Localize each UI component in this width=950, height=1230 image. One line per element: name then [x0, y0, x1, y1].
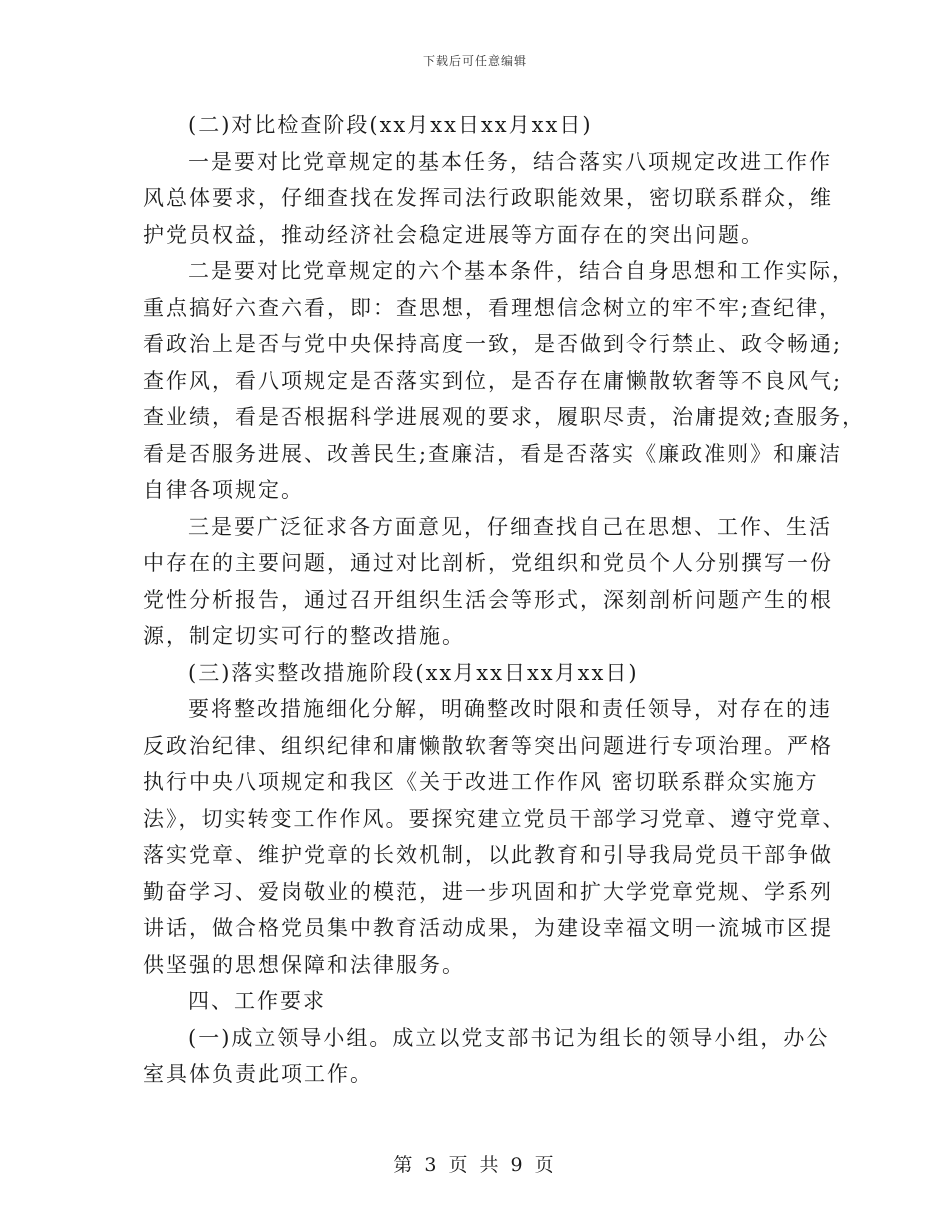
text-line: 执行中央八项规定和我区《关于改进工作作风 密切联系群众实施方 — [143, 770, 819, 794]
text-line: 看政治上是否与党中央保持高度一致，是否做到令行禁止、政令畅通; — [143, 332, 843, 356]
page-footer: 第 3 页 共 9 页 — [393, 1154, 557, 1176]
text-line: (一)成立领导小组。成立以党支部书记为组长的领导小组，办公 — [188, 1025, 830, 1050]
text-line: 重点搞好六查六看，即：查思想，看理想信念树立的牢不牢;查纪律， — [143, 295, 843, 320]
text-line: 反政治纪律、组织纪律和庸懒散软奢等突出问题进行专项治理。严格 — [143, 733, 833, 758]
text-line: 四、工作要求 — [188, 989, 326, 1013]
text-line: 勤奋学习、爱岗敬业的模范，进一步巩固和扩大学党章党规、学系列 — [143, 879, 833, 904]
text-line: 自律各项规定。 — [143, 478, 304, 502]
document-body — [143, 107, 866, 1093]
text-line: 落实党章、维护党章的长效机制，以此教育和引导我局党员干部争做 — [143, 843, 833, 867]
text-line: 风总体要求，仔细查找在发挥司法行政职能效果，密切联系群众，维 — [143, 186, 833, 210]
text-line: 室具体负责此项工作。 — [143, 1062, 373, 1086]
text-line: 要将整改措施细化分解，明确整改时限和责任领导，对存在的违 — [188, 697, 832, 721]
text-line: 供坚强的思想保障和法律服务。 — [143, 952, 465, 977]
text-line: 看是否服务进展、改善民生;查廉洁，看是否落实《廉政准则》和廉洁 — [143, 441, 843, 466]
text-line: 一是要对比党章规定的基本任务，结合落实八项规定改进工作作 — [188, 149, 832, 174]
text-line: 查作风，看八项规定是否落实到位，是否存在庸懒散软奢等不良风气; — [143, 368, 843, 393]
text-line: (三)落实整改措施阶段(xx月xx日xx月xx日) — [188, 660, 639, 685]
text-line: 护党员权益，推动经济社会稳定进展等方面存在的突出问题。 — [143, 222, 764, 247]
text-line: (二)对比检查阶段(xx月xx日xx月xx日) — [188, 113, 593, 137]
text-line: 中存在的主要问题，通过对比剖析，党组织和党员个人分别撰写一份 — [143, 551, 833, 575]
text-line: 党性分析报告，通过召开组织生活会等形式，深刻剖析问题产生的根 — [143, 587, 833, 612]
text-line: 查业绩，看是否根据科学进展观的要求，履职尽责，治庸提效;查服务， — [143, 405, 866, 429]
header-note: 下载后可任意编辑 — [422, 54, 527, 68]
text-line: 法》，切实转变工作作风。要探究建立党员干部学习党章、遵守党章、 — [143, 806, 846, 831]
text-line: 讲话，做合格党员集中教育活动成果，为建设幸福文明一流城市区提 — [143, 916, 833, 940]
text-line: 三是要广泛征求各方面意见，仔细查找自己在思想、工作、生活 — [188, 514, 832, 539]
text-line: 二是要对比党章规定的六个基本条件，结合自身思想和工作实际， — [188, 259, 855, 283]
text-line: 源，制定切实可行的整改措施。 — [143, 624, 465, 648]
